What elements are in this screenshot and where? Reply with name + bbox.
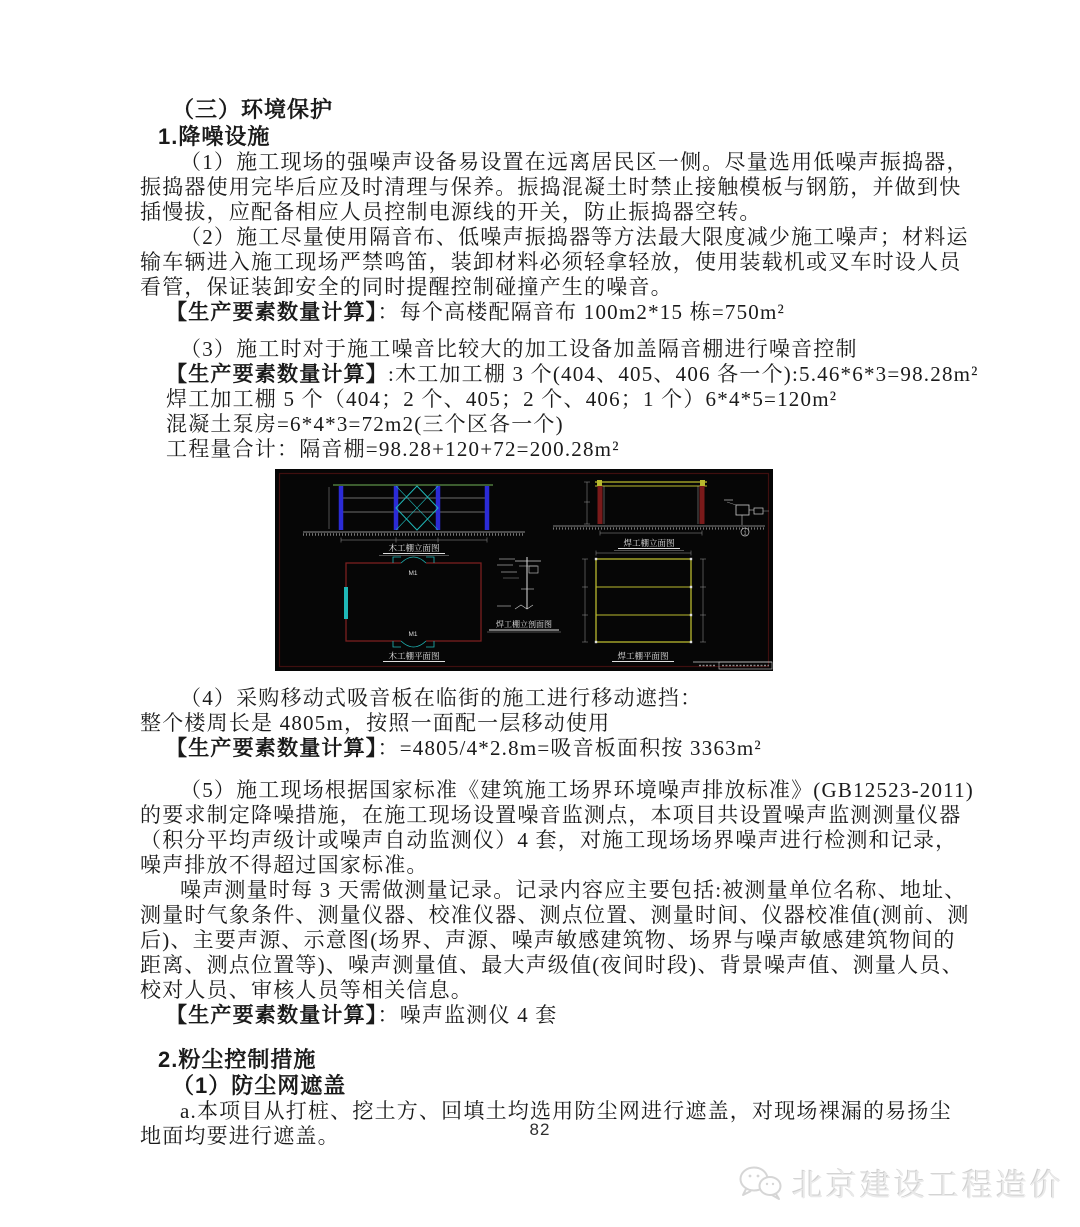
weld-section-label: 焊工棚立剖面图 (496, 620, 552, 629)
calc-line: 混凝土泵房=6*4*3=72m2(三个区各一个) (166, 412, 564, 436)
para-line: 噪声测量时每 3 天需做测量记录。记录内容应主要包括:被测量单位名称、地址、 (180, 878, 967, 902)
cad-figure (275, 469, 773, 671)
calc-prefix: 【生产要素数量计算】 (166, 363, 388, 386)
detail-number: 1 (743, 530, 747, 537)
para-line: 整个楼周长是 4805m，按照一面配一层移动使用 (140, 711, 611, 735)
calc-line: 焊工加工棚 5 个（404；2 个、405；2 个、406；1 个）6*4*5=120m² (166, 387, 838, 411)
wechat-icon (738, 1164, 784, 1202)
calc-line (140, 362, 980, 387)
para-line: （积分平均声级计或噪声自动监测仪）4 套，对施工现场场界噪声进行检测和记录， (140, 828, 958, 852)
calc-prefix: 【生产要素数量计算】 (166, 1004, 378, 1027)
para-line: a.本项目从打桩、挖土方、回填土均选用防尘网进行遮盖，对现场裸漏的易扬尘 (180, 1099, 952, 1123)
weld-elevation-label: 焊工棚立面图 (623, 538, 675, 548)
weld-plan-label: 焊工棚平面图 (617, 651, 669, 661)
calc-text: ：噪声监测仪 4 套 (377, 1003, 558, 1027)
para-line: （2）施工尽量使用隔音布、低噪声振捣器等方法最大限度减少施工噪声；材料运 (180, 225, 969, 249)
door-label-bottom: M1 (408, 631, 418, 638)
calc-prefix: 【生产要素数量计算】 (166, 737, 378, 760)
para-line: 的要求制定降噪措施，在施工现场设置噪音监测点，本项目共设置噪声监测测量仪器 (140, 803, 962, 827)
subsection-heading-dust: 2.粉尘控制措施 (158, 1047, 317, 1072)
calc-prefix: 【生产要素数量计算】 (166, 301, 378, 324)
para-line: 输车辆进入施工现场严禁鸣笛，装卸材料必须轻拿轻放，使用装载机或叉车时设人员 (140, 250, 962, 274)
para-line: 地面均要进行遮盖。 (140, 1124, 340, 1148)
document-content (140, 96, 980, 1149)
watermark-text: 北京建设工程造价 (792, 1168, 1064, 1203)
calc-text: ：=4805/4*2.8m=吸音板面积按 3363m² (377, 736, 762, 760)
para-line: 插慢拔，应配备相应人员控制电源线的开关，防止振捣器空转。 (140, 200, 762, 224)
calc-text: ：每个高楼配隔音布 100m2*15 栋=750m² (377, 300, 786, 324)
subsection-heading-noise: 1.降噪设施 (158, 124, 271, 149)
calc-line (140, 736, 980, 761)
para-line: 噪声排放不得超过国家标准。 (140, 853, 429, 877)
para-line: 校对人员、审核人员等相关信息。 (140, 978, 473, 1002)
subsection-heading-dustnet: （1）防尘网遮盖 (172, 1073, 347, 1098)
para-line: （1）施工现场的强噪声设备易设置在远离居民区一侧。尽量选用低噪声振捣器， (180, 150, 969, 174)
calc-line (140, 300, 980, 325)
para-line: 距离、测点位置等)、噪声测量值、最大声级值(夜间时段)、背景噪声值、测量人员、 (140, 953, 964, 977)
para-line: 后)、主要声源、示意图(场界、声源、噪声敏感建筑物、场界与噪声敏感建筑物间的 (140, 928, 956, 952)
wood-plan-label: 木工棚平面图 (388, 651, 440, 661)
para-line: 测量时气象条件、测量仪器、校准仪器、测点位置、测量时间、仪器校准值(测前、测 (140, 903, 970, 927)
para-line: （5）施工现场根据国家标准《建筑施工场界环境噪声排放标准》(GB12523-2011) (180, 778, 974, 802)
para-line: （3）施工时对于施工噪音比较大的加工设备加盖隔音棚进行噪音控制 (180, 337, 858, 361)
calc-line (140, 1003, 980, 1028)
section-heading: （三）环境保护 (172, 97, 334, 122)
door-label-top: M1 (408, 570, 418, 577)
para-line: 看管，保证装卸安全的同时提醒控制碰撞产生的噪音。 (140, 275, 673, 299)
calc-text: :木工加工棚 3 个(404、405、406 各一个):5.46*6*3=98.28m² (388, 362, 979, 386)
para-line: 振捣器使用完毕后应及时清理与保养。振捣混凝土时禁止接触模板与钢筋，并做到快 (140, 175, 962, 199)
wood-elevation-label: 木工棚立面图 (388, 543, 440, 553)
calc-line: 工程量合计：隔音棚=98.28+120+72=200.28m² (166, 437, 620, 461)
page-number: 82 (529, 1120, 551, 1139)
footer-watermark (738, 1160, 1064, 1205)
para-line: （4）采购移动式吸音板在临街的施工进行移动遮挡： (180, 686, 703, 710)
